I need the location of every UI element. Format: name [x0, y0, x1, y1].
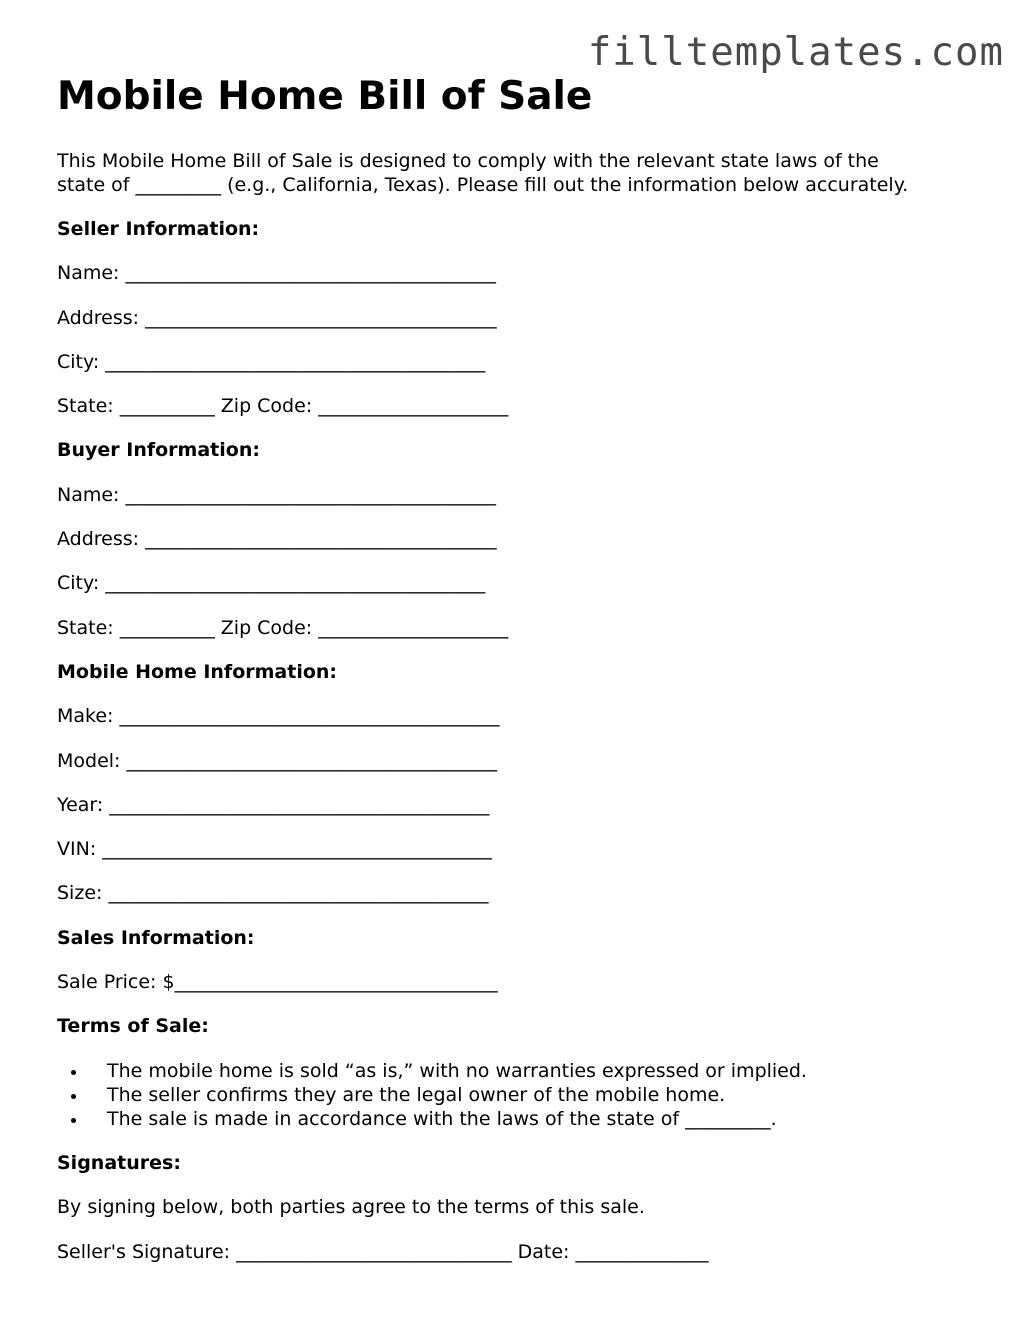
buyer-heading: Buyer Information: [57, 439, 260, 462]
document-page [57, 72, 1007, 1264]
seller-name-field[interactable]: Name: _______________________________________ [57, 262, 496, 285]
seller-city-field[interactable]: City: ________________________________________ [57, 350, 486, 373]
year-field[interactable]: Year: ________________________________________ [57, 793, 490, 816]
buyer-state-zip-field[interactable]: State: __________ Zip Code: ____________________ [57, 616, 509, 639]
buyer-city-field[interactable]: City: ________________________________________ [57, 572, 486, 595]
terms-item: • The seller confirms they are the legal owner of the mobile home. [87, 1083, 1007, 1107]
document-title: Mobile Home Bill of Sale [57, 74, 593, 119]
signatures-statement: By signing below, both parties agree to the terms of this sale. [57, 1196, 645, 1219]
buyer-address-field[interactable]: Address: _____________________________________ [57, 528, 497, 551]
sales-heading: Sales Information: [57, 926, 255, 949]
terms-item[interactable]: • The sale is made in accordance with the laws of the state of _________. [87, 1107, 1007, 1131]
signatures-heading: Signatures: [57, 1151, 181, 1174]
seller-signature-date-field[interactable]: Seller's Signature: _____________________________ Date: ______________ [57, 1240, 709, 1263]
watermark: filltemplates.com [587, 30, 1004, 75]
buyer-name-field[interactable]: Name: _______________________________________ [57, 483, 496, 506]
seller-address-field[interactable]: Address: _____________________________________ [57, 306, 497, 329]
seller-heading: Seller Information: [57, 218, 260, 240]
terms-list [57, 1059, 1007, 1131]
seller-state-zip-field[interactable]: State: __________ Zip Code: ____________________ [57, 395, 509, 418]
mobile-home-heading: Mobile Home Information: [57, 660, 338, 683]
sale-price-field[interactable]: Sale Price: $__________________________________ [57, 971, 498, 994]
vin-field[interactable]: VIN: _________________________________________ [57, 838, 492, 861]
terms-heading: Terms of Sale: [57, 1015, 209, 1038]
model-field[interactable]: Model: _______________________________________ [57, 749, 497, 772]
terms-item: • The mobile home is sold “as is,” with no warranties expressed or implied. [87, 1059, 1007, 1083]
size-field[interactable]: Size: ________________________________________ [57, 882, 489, 905]
make-field[interactable]: Make: ________________________________________ [57, 705, 500, 728]
intro-paragraph: This Mobile Home Bill of Sale is designed to comply with the relevant state laws of the state of _________ (e.g., California, Texas). Please fill out the information below accurately. [57, 150, 909, 196]
